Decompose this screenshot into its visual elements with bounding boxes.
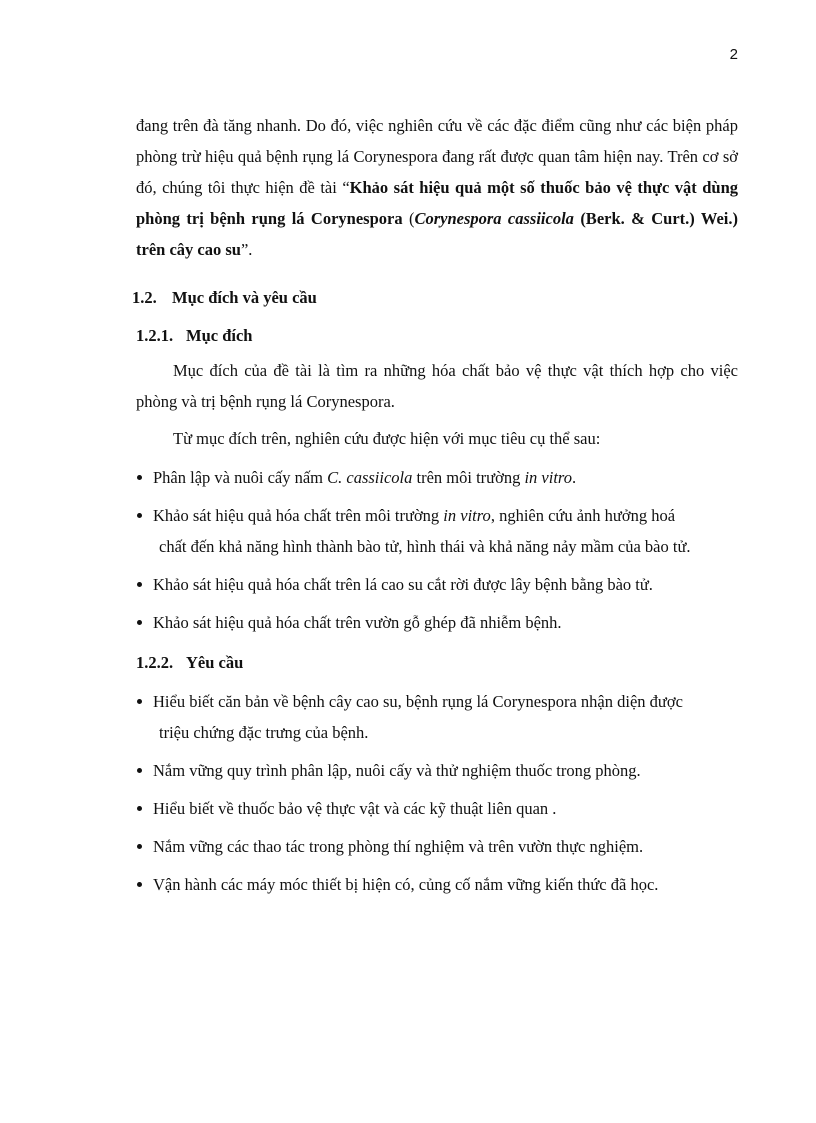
section-number: 1.2.2. xyxy=(136,653,174,672)
section-title: Yêu cầu xyxy=(186,653,244,672)
bullet-icon xyxy=(137,844,142,849)
section-title: Mục đích xyxy=(186,326,253,345)
document-body xyxy=(132,110,739,907)
list-item: Vận hành các máy móc thiết bị hiện có, củng cố nắm vững kiến thức đã học. xyxy=(136,869,738,900)
bullet-icon xyxy=(137,768,142,773)
list-item: Khảo sát hiệu quả hóa chất trên vườn gỗ ghép đã nhiễm bệnh. xyxy=(136,607,738,638)
thesis-title: Khảo sát hiệu quả một số thuốc bảo vệ thực vật dùng phòng trị bệnh rụng lá Corynespora xyxy=(136,178,739,228)
section-heading-1-2-2 xyxy=(136,648,738,678)
section-heading-1-2 xyxy=(132,283,738,313)
section-heading-1-2-1 xyxy=(136,321,738,351)
bullet-icon xyxy=(137,620,142,625)
thesis-title-end: (Berk. & Curt.) Wei.) trên cây cao su xyxy=(136,209,738,259)
bullet-icon xyxy=(137,806,142,811)
intro-paragraph xyxy=(136,110,738,265)
purpose-paragraph: Mục đích của đề tài là tìm ra những hóa chất bảo vệ thực vật thích hợp cho việc phòng và trị bệnh rụng lá Corynespora. xyxy=(136,361,738,411)
page-number: 2 xyxy=(729,46,738,63)
bullet-icon xyxy=(137,699,142,704)
bullet-icon xyxy=(137,513,142,518)
requirements-list xyxy=(136,686,738,900)
bullet-icon xyxy=(137,475,142,480)
list-item: Nắm vững các thao tác trong phòng thí nghiệm và trên vườn thực nghiệm. xyxy=(136,831,738,862)
section-number: 1.2. xyxy=(132,288,157,307)
bullet-icon xyxy=(137,582,142,587)
list-item: Khảo sát hiệu quả hóa chất trên lá cao su cắt rời được lây bệnh bằng bào tử. xyxy=(136,569,738,600)
intro-text: đang trên đà tăng nhanh. Do đó, việc nghiên cứu về các đặc điểm cũng như các biện pháp phòng trừ hiệu quả bệnh rụng lá Corynespora đang rất được quan tâm hiện nay. Trên cơ sở đó, chúng tôi thực hiện đề tài “ xyxy=(136,116,738,197)
objectives-list xyxy=(136,462,738,638)
list-item: Hiểu biết căn bản về bệnh cây cao su, bệnh rụng lá Corynespora nhận diện được triệu chứng đặc trưng của bệnh. xyxy=(136,686,738,748)
intro-close: ”. xyxy=(240,240,253,259)
species-name: Corynespora cassiicola xyxy=(414,209,574,228)
objectives-intro-paragraph: Từ mục đích trên, nghiên cứu được hiện với mục tiêu cụ thể sau: xyxy=(173,429,601,448)
intro-paren-open: ( xyxy=(402,209,415,228)
section-title: Mục đích và yêu cầu xyxy=(172,288,317,307)
list-item: Phân lập và nuôi cấy nấm C. cassiicola trên môi trường in vitro. xyxy=(136,462,738,493)
bullet-icon xyxy=(137,882,142,887)
section-number: 1.2.1. xyxy=(136,326,174,345)
list-item: Nắm vững quy trình phân lập, nuôi cấy và thử nghiệm thuốc trong phòng. xyxy=(136,755,738,786)
list-item: Khảo sát hiệu quả hóa chất trên môi trường in vitro, nghiên cứu ảnh hưởng hoá chất đến khả năng hình thành bào tử, hình thái và khả năng nảy mầm của bào tử. xyxy=(136,500,738,562)
list-item: Hiểu biết về thuốc bảo vệ thực vật và các kỹ thuật liên quan . xyxy=(136,793,738,824)
